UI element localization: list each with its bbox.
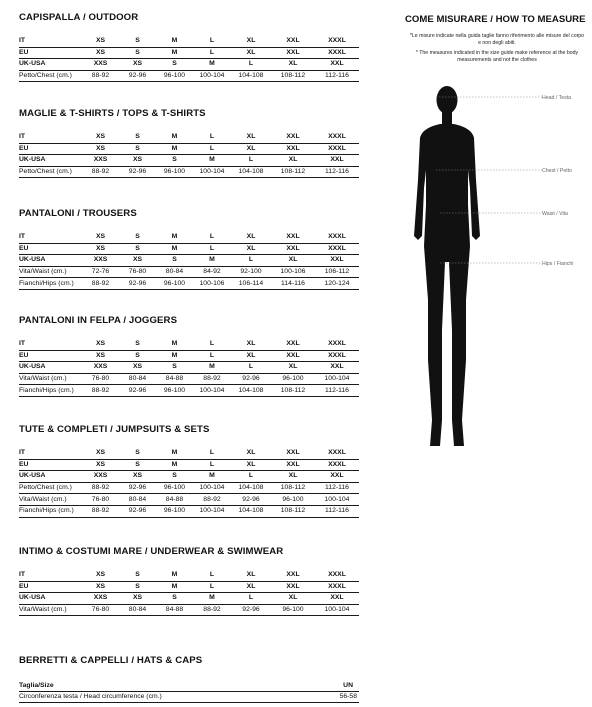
- section-title: PANTALONI / TROUSERS: [19, 208, 137, 219]
- size-cell: 104-108: [231, 70, 271, 82]
- row-label: EU: [19, 459, 82, 471]
- section-title: PANTALONI IN FELPA / JOGGERS: [19, 315, 178, 326]
- table-row: [19, 278, 359, 290]
- size-cell: XXXL: [315, 132, 359, 143]
- size-cell: 88-92: [82, 70, 119, 82]
- size-cell: S: [119, 339, 156, 350]
- size-cell: XXS: [82, 255, 119, 267]
- size-cell: M: [156, 243, 193, 255]
- row-label: Vita/Waist (cm.): [19, 604, 82, 616]
- section-title: CAPISPALLA / OUTDOOR: [19, 12, 139, 23]
- size-cell: 88-92: [82, 166, 119, 178]
- size-cell: XXS: [82, 362, 119, 374]
- table-row: [19, 385, 359, 397]
- size-cell: XS: [82, 232, 119, 243]
- table-row: [19, 166, 359, 178]
- row-label: Fianchi/Hips (cm.): [19, 278, 82, 290]
- size-cell: L: [231, 362, 271, 374]
- table-row: [19, 604, 359, 616]
- size-cell: XS: [119, 471, 156, 483]
- size-cell: XS: [82, 47, 119, 59]
- row-label: UK-USA: [19, 59, 82, 71]
- size-cell: XXXL: [315, 243, 359, 255]
- hats-row-value: 56-58: [318, 691, 359, 703]
- size-cell: XXL: [271, 47, 315, 59]
- size-cell: 92-96: [231, 604, 271, 616]
- size-cell: 92-96: [119, 166, 156, 178]
- table-row: [19, 691, 359, 703]
- size-cell: XXL: [315, 593, 359, 605]
- size-cell: 76-80: [82, 373, 119, 385]
- hats-row-label: Circonferenza testa / Head circumference (cm.): [19, 691, 318, 703]
- size-cell: XS: [82, 570, 119, 581]
- size-cell: 100-104: [315, 604, 359, 616]
- size-cell: XS: [82, 339, 119, 350]
- section-title: MAGLIE & T-SHIRTS / TOPS & T-SHIRTS: [19, 108, 206, 119]
- size-cell: XXXL: [315, 143, 359, 155]
- size-cell: M: [193, 255, 231, 267]
- size-cell: M: [193, 593, 231, 605]
- size-table: [19, 132, 359, 178]
- size-cell: 108-112: [271, 482, 315, 494]
- size-table: [19, 36, 359, 82]
- size-cell: 88-92: [82, 385, 119, 397]
- size-cell: 92-96: [119, 385, 156, 397]
- size-cell: 92-96: [119, 278, 156, 290]
- size-cell: L: [231, 471, 271, 483]
- size-cell: 92-96: [119, 70, 156, 82]
- size-cell: S: [119, 570, 156, 581]
- note-italian: *Le misure indicate nella guida taglie fanno riferimento alle misure del corpo e non degli abiti.: [409, 33, 585, 46]
- size-cell: XS: [119, 593, 156, 605]
- size-cell: XL: [231, 243, 271, 255]
- size-cell: L: [231, 59, 271, 71]
- size-cell: XL: [231, 459, 271, 471]
- size-cell: M: [156, 36, 193, 47]
- section-title: INTIMO & COSTUMI MARE / UNDERWEAR & SWIMWEAR: [19, 546, 284, 557]
- size-cell: 96-100: [156, 70, 193, 82]
- size-cell: 84-88: [156, 494, 193, 506]
- table-row: [19, 47, 359, 59]
- size-cell: XXL: [271, 350, 315, 362]
- size-cell: 106-114: [231, 278, 271, 290]
- size-cell: XS: [119, 362, 156, 374]
- hats-header-value: UN: [318, 680, 359, 691]
- size-cell: XL: [271, 255, 315, 267]
- size-cell: 112-116: [315, 385, 359, 397]
- table-row: [19, 494, 359, 506]
- table-row: [19, 362, 359, 374]
- row-label: EU: [19, 350, 82, 362]
- size-cell: L: [231, 593, 271, 605]
- size-cell: 100-106: [193, 278, 231, 290]
- size-cell: L: [193, 350, 231, 362]
- note-english: * The measures indicated in the size guide make reference at the body measurements and not the clothes: [415, 50, 579, 63]
- size-cell: XL: [231, 132, 271, 143]
- size-cell: L: [193, 36, 231, 47]
- hips-label: Hips / Fianchi: [542, 261, 574, 267]
- size-cell: 84-92: [193, 266, 231, 278]
- size-cell: L: [193, 47, 231, 59]
- section-title: BERRETTI & CAPPELLI / HATS & CAPS: [19, 655, 203, 666]
- size-cell: 96-100: [271, 494, 315, 506]
- size-cell: S: [119, 448, 156, 459]
- size-cell: L: [231, 255, 271, 267]
- size-cell: XL: [231, 143, 271, 155]
- size-cell: 84-88: [156, 604, 193, 616]
- size-cell: S: [119, 243, 156, 255]
- size-cell: M: [193, 59, 231, 71]
- size-cell: 100-104: [193, 482, 231, 494]
- size-cell: 92-96: [119, 482, 156, 494]
- size-cell: XS: [82, 243, 119, 255]
- size-cell: XL: [271, 362, 315, 374]
- row-label: IT: [19, 448, 82, 459]
- size-cell: 108-112: [271, 505, 315, 517]
- section-tops: [19, 108, 359, 178]
- size-cell: M: [193, 471, 231, 483]
- size-cell: S: [119, 232, 156, 243]
- size-cell: 96-100: [156, 505, 193, 517]
- row-label: Petto/Chest (cm.): [19, 70, 82, 82]
- size-cell: 108-112: [271, 166, 315, 178]
- row-label: EU: [19, 581, 82, 593]
- size-cell: XL: [271, 155, 315, 167]
- row-label: Vita/Waist (cm.): [19, 266, 82, 278]
- size-cell: 100-104: [193, 70, 231, 82]
- size-cell: 88-92: [193, 373, 231, 385]
- size-cell: L: [193, 448, 231, 459]
- size-cell: 88-92: [193, 604, 231, 616]
- row-label: Fianchi/Hips (cm.): [19, 505, 82, 517]
- size-cell: 100-106: [271, 266, 315, 278]
- size-cell: M: [156, 459, 193, 471]
- row-label: Vita/Waist (cm.): [19, 494, 82, 506]
- size-cell: XXL: [315, 362, 359, 374]
- table-row: [19, 570, 359, 581]
- size-cell: S: [119, 581, 156, 593]
- hats-table: [19, 680, 359, 703]
- row-label: UK-USA: [19, 155, 82, 167]
- size-cell: 88-92: [193, 494, 231, 506]
- row-label: IT: [19, 339, 82, 350]
- size-cell: XXL: [271, 243, 315, 255]
- size-cell: XXXL: [315, 459, 359, 471]
- size-cell: 76-80: [82, 604, 119, 616]
- size-cell: M: [156, 350, 193, 362]
- size-cell: 100-104: [315, 373, 359, 385]
- size-cell: XL: [231, 350, 271, 362]
- size-cell: M: [156, 47, 193, 59]
- size-cell: XS: [82, 448, 119, 459]
- size-cell: XL: [271, 59, 315, 71]
- size-cell: L: [193, 143, 231, 155]
- size-cell: XXL: [271, 143, 315, 155]
- size-cell: XL: [231, 232, 271, 243]
- size-cell: XXXL: [315, 47, 359, 59]
- size-cell: XXL: [271, 132, 315, 143]
- size-cell: 104-108: [231, 482, 271, 494]
- size-cell: M: [193, 155, 231, 167]
- size-cell: XXS: [82, 59, 119, 71]
- size-cell: 92-96: [231, 373, 271, 385]
- table-row: [19, 471, 359, 483]
- size-cell: L: [193, 232, 231, 243]
- table-row: [19, 59, 359, 71]
- size-cell: 96-100: [271, 373, 315, 385]
- size-cell: XXXL: [315, 350, 359, 362]
- table-row: [19, 143, 359, 155]
- size-cell: XXXL: [315, 581, 359, 593]
- size-cell: S: [156, 593, 193, 605]
- size-cell: 114-116: [271, 278, 315, 290]
- table-row: [19, 339, 359, 350]
- size-cell: XS: [82, 459, 119, 471]
- size-cell: 106-112: [315, 266, 359, 278]
- head-label: Head / Testa: [542, 95, 572, 101]
- table-row: [19, 448, 359, 459]
- size-cell: 100-104: [315, 494, 359, 506]
- table-row: [19, 581, 359, 593]
- section-title: TUTE & COMPLETI / JUMPSUITS & SETS: [19, 424, 210, 435]
- size-cell: 88-92: [82, 482, 119, 494]
- size-cell: 88-92: [82, 505, 119, 517]
- size-cell: S: [119, 350, 156, 362]
- size-cell: XXS: [82, 471, 119, 483]
- row-label: IT: [19, 232, 82, 243]
- size-cell: XXL: [315, 255, 359, 267]
- size-cell: 76-80: [119, 266, 156, 278]
- body-silhouette: [400, 0, 592, 460]
- size-cell: 92-96: [231, 494, 271, 506]
- size-cell: M: [193, 362, 231, 374]
- table-row: [19, 459, 359, 471]
- size-cell: L: [231, 155, 271, 167]
- size-cell: 96-100: [156, 385, 193, 397]
- size-cell: 76-80: [82, 494, 119, 506]
- size-cell: XL: [231, 36, 271, 47]
- row-label: UK-USA: [19, 362, 82, 374]
- table-row: [19, 255, 359, 267]
- size-cell: 92-100: [231, 266, 271, 278]
- section-trousers: [19, 208, 359, 290]
- table-row: [19, 70, 359, 82]
- size-cell: M: [156, 339, 193, 350]
- section-underwear: [19, 546, 359, 616]
- size-cell: S: [119, 143, 156, 155]
- row-label: EU: [19, 143, 82, 155]
- size-cell: XXL: [271, 448, 315, 459]
- row-label: Petto/Chest (cm.): [19, 166, 82, 178]
- row-label: UK-USA: [19, 593, 82, 605]
- size-cell: 108-112: [271, 385, 315, 397]
- size-cell: XXXL: [315, 570, 359, 581]
- size-cell: 104-108: [231, 505, 271, 517]
- size-cell: XXS: [82, 155, 119, 167]
- size-cell: 100-104: [193, 166, 231, 178]
- table-row: [19, 350, 359, 362]
- size-cell: 84-88: [156, 373, 193, 385]
- row-label: IT: [19, 36, 82, 47]
- size-cell: XXL: [271, 459, 315, 471]
- size-cell: XXL: [271, 339, 315, 350]
- size-cell: XS: [119, 155, 156, 167]
- row-label: Vita/Waist (cm.): [19, 373, 82, 385]
- size-cell: 88-92: [82, 278, 119, 290]
- row-label: EU: [19, 243, 82, 255]
- size-cell: XS: [119, 59, 156, 71]
- table-row: [19, 505, 359, 517]
- table-row: [19, 482, 359, 494]
- size-cell: S: [119, 132, 156, 143]
- size-cell: XS: [82, 143, 119, 155]
- row-label: IT: [19, 132, 82, 143]
- size-cell: M: [156, 448, 193, 459]
- size-cell: S: [119, 36, 156, 47]
- size-cell: 96-100: [156, 482, 193, 494]
- size-cell: M: [156, 570, 193, 581]
- chest-label: Chest / Petto: [542, 168, 572, 174]
- size-cell: XS: [82, 36, 119, 47]
- size-cell: L: [193, 243, 231, 255]
- size-cell: XXXL: [315, 36, 359, 47]
- size-table: [19, 339, 359, 397]
- size-cell: 96-100: [271, 604, 315, 616]
- table-row: [19, 593, 359, 605]
- size-cell: S: [156, 155, 193, 167]
- table-row: [19, 232, 359, 243]
- size-cell: M: [156, 581, 193, 593]
- size-cell: 112-116: [315, 482, 359, 494]
- table-row: [19, 243, 359, 255]
- size-cell: XXL: [315, 59, 359, 71]
- size-cell: S: [156, 59, 193, 71]
- size-cell: XXXL: [315, 232, 359, 243]
- size-cell: XL: [231, 448, 271, 459]
- size-table: [19, 232, 359, 290]
- size-cell: 72-76: [82, 266, 119, 278]
- size-cell: M: [156, 232, 193, 243]
- size-cell: L: [193, 581, 231, 593]
- size-cell: S: [156, 362, 193, 374]
- size-cell: L: [193, 132, 231, 143]
- size-cell: XS: [119, 255, 156, 267]
- size-cell: 80-84: [119, 373, 156, 385]
- row-label: UK-USA: [19, 255, 82, 267]
- size-cell: 80-84: [156, 266, 193, 278]
- size-cell: XL: [231, 47, 271, 59]
- size-cell: XL: [231, 339, 271, 350]
- size-cell: XXL: [315, 471, 359, 483]
- section-hats: [19, 655, 359, 703]
- table-row: [19, 680, 359, 691]
- size-cell: XXL: [271, 232, 315, 243]
- size-cell: XXS: [82, 593, 119, 605]
- size-cell: L: [193, 570, 231, 581]
- size-cell: S: [156, 255, 193, 267]
- size-cell: 96-100: [156, 166, 193, 178]
- size-cell: XS: [82, 581, 119, 593]
- size-cell: 112-116: [315, 70, 359, 82]
- row-label: UK-USA: [19, 471, 82, 483]
- size-cell: S: [119, 47, 156, 59]
- size-cell: S: [156, 471, 193, 483]
- size-cell: XXL: [271, 36, 315, 47]
- row-label: IT: [19, 570, 82, 581]
- table-row: [19, 373, 359, 385]
- how-to-measure-title: COME MISURARE / HOW TO MEASURE: [405, 14, 586, 25]
- size-cell: L: [193, 339, 231, 350]
- size-cell: XL: [271, 593, 315, 605]
- size-cell: 104-108: [231, 166, 271, 178]
- size-cell: 112-116: [315, 505, 359, 517]
- row-label: EU: [19, 47, 82, 59]
- size-cell: 100-104: [193, 385, 231, 397]
- size-cell: XL: [271, 471, 315, 483]
- size-table: [19, 570, 359, 616]
- size-cell: M: [156, 143, 193, 155]
- size-cell: XXL: [315, 155, 359, 167]
- size-cell: S: [119, 459, 156, 471]
- size-cell: 100-104: [193, 505, 231, 517]
- row-label: Petto/Chest (cm.): [19, 482, 82, 494]
- waist-label: Waist / Vita: [542, 211, 568, 217]
- size-cell: XS: [82, 350, 119, 362]
- size-cell: XL: [231, 581, 271, 593]
- size-cell: XXL: [271, 570, 315, 581]
- hats-header-label: Taglia/Size: [19, 680, 318, 691]
- section-joggers: [19, 315, 359, 397]
- size-cell: XXL: [271, 581, 315, 593]
- size-table: [19, 448, 359, 518]
- section-outdoor: [19, 12, 359, 82]
- size-cell: 92-96: [119, 505, 156, 517]
- size-cell: 120-124: [315, 278, 359, 290]
- table-row: [19, 132, 359, 143]
- size-cell: 108-112: [271, 70, 315, 82]
- table-row: [19, 266, 359, 278]
- size-cell: XXXL: [315, 448, 359, 459]
- size-cell: 80-84: [119, 604, 156, 616]
- row-label: Fianchi/Hips (cm.): [19, 385, 82, 397]
- table-row: [19, 36, 359, 47]
- size-cell: XXXL: [315, 339, 359, 350]
- size-cell: 96-100: [156, 278, 193, 290]
- size-cell: L: [193, 459, 231, 471]
- size-cell: M: [156, 132, 193, 143]
- size-cell: XS: [82, 132, 119, 143]
- size-cell: XL: [231, 570, 271, 581]
- section-jumpsuits: [19, 424, 359, 518]
- size-cell: 80-84: [119, 494, 156, 506]
- size-cell: 104-108: [231, 385, 271, 397]
- size-cell: 112-116: [315, 166, 359, 178]
- table-row: [19, 155, 359, 167]
